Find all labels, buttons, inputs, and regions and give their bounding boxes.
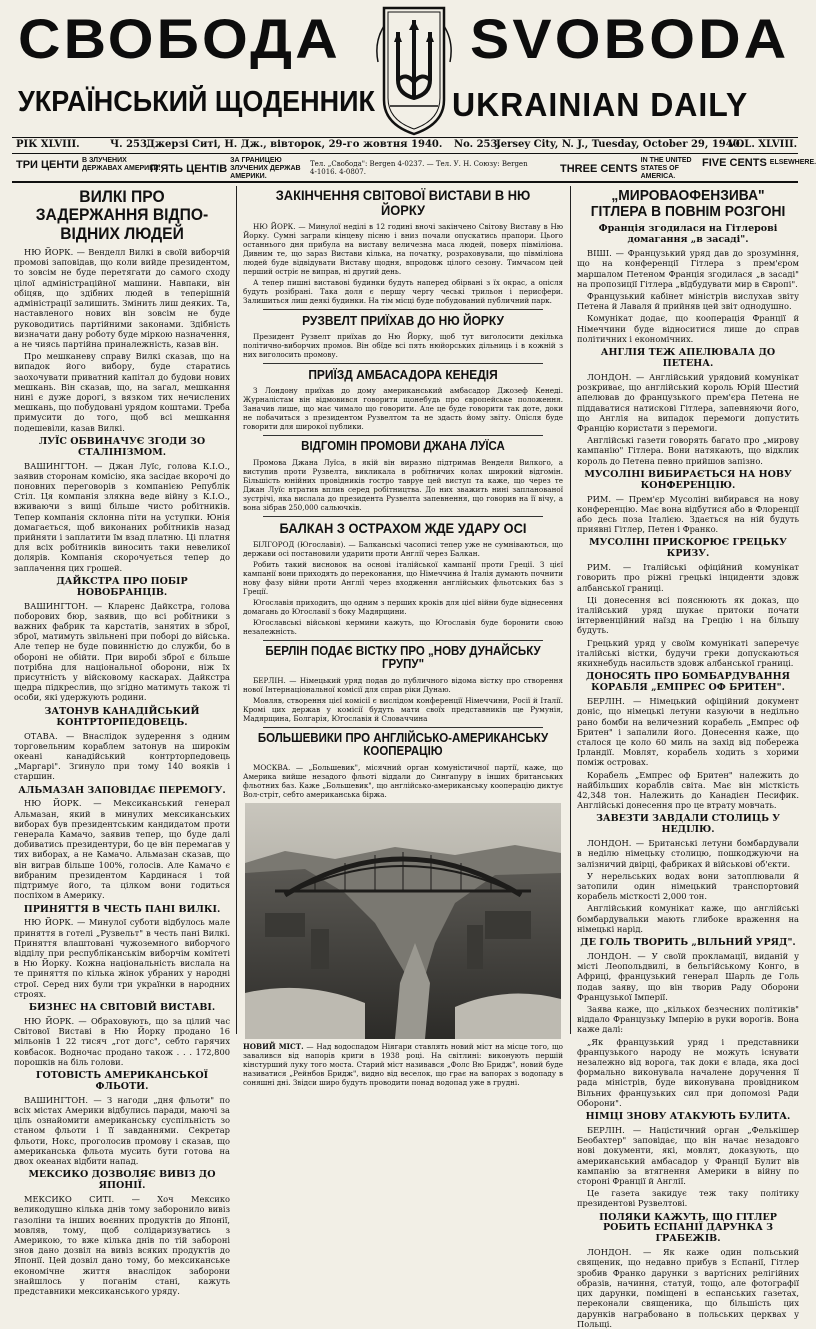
article-subheading: ЛУЇС ОБВИНАЧУЄ ЗГОДИ ЗО СТАЛІНІЗМОМ. [38,435,206,458]
price-five-cents-ukr [150,157,312,181]
masthead-rule-middle [12,153,798,154]
article-subheading: АЛЬМАЗАН ЗАПОВІДАЄ ПЕРЕМОГУ. [18,784,226,796]
section-divider [263,727,543,728]
article-paragraph: Ці донесення всі пояснюють як доказ, що італійський уряд шукає притоки почати інтервенційний наїзд на Грецію і на більшу будуть. [577,594,799,636]
article-paragraph: З Лондону приїхав до дому американський амбасадор Джозеф Кенеді. Журналістам він відмовився говорити щонебудь про європейське положення. Заначив лише, що має чимало що говорити. Але це буде говорити так доте, доки не побачиться з президентом Рузвелтом та не здасть йому звіту. Опісля буде говорити для широкої публики. [243,386,563,432]
masthead-rule-top [12,137,798,138]
article-paragraph: ВАШИНГТОН. — Кларенс Дайкстра, голова поборових бюр, заявив, що всі робітники з важних фабрик та карстатів, занятих в зброї, зброї, матимуть звільнені при поборі до війська. Але тепер не буде повинністю до служби, бо в обороні не обійти. При виробі зброї є більше потрібна для національної оборони, ніж їх присутність у війсковому каскарах. Дайкстра щедра підкреслив, що згідно матимуть також ті особи, які удержують родини. [14,600,230,703]
article-paragraph: Робить такий висновок на основі італійської кампанії проти Греції. З цієї кампанії вони приходять до переконання, що Німеччина й Італія думають почнити нову фазу війни проти Англії через входження англійських фльотських баз з Греції. [243,559,563,596]
article-subheading: НІМЦІ ЗНОВУ АТАКУЮТЬ БУЛИТА. [585,1110,791,1122]
volume-right: VOL. XLVIII. [728,139,798,150]
article-paragraph: Англійський комунікат каже, що англійські бомбардувальки мають глибоке враження на німецькі нарід. [577,903,799,934]
article-paragraph: БЕРЛІН. — Німецький офіційний документ доніс, що німецькі летуни казуючи в недільно рано бомби на величезний корабель „Емпрес оф Бритен" і запалили його. Донесення каже, що сталося це коло 60 миль на захід від побережа Ірландії. Мовлят, корабель ходить з хорими поміж островах. [577,696,799,768]
article-subheading: МУСОЛІНІ ВИБИРАЄТЬСЯ НА НОВУ КОНФЕРЕНЦІЮ. [584,468,792,491]
article-subheading: ПРИНЯТТЯ В ЧЕСТЬ ПАНІ ВИЛКІ. [23,903,221,915]
article-subheading: ПОЛЯКИ КАЖУТЬ, ЩО ГІТЛЕР РОБИТЬ ЕСПАНІЇ ДАРУНКА З ГРАБЕЖІВ. [599,1211,777,1245]
article-headline: БАЛКАН З ОСТРАХОМ ЖДЕ УДАРУ ОСІ [279,519,527,536]
masthead-rule-bottom [12,181,798,183]
volume-left: РІК XLVIII. [16,139,80,150]
article-subheading: БИЗНЕС НА СВІТОВІЙ ВИСТАВІ. [28,1002,216,1014]
price-eng-three-label: THREE CENTS [560,162,638,175]
article-headline: ЗАКІНЧЕННЯ СВІТОВОЇ ВИСТАВИ В НЮ ЙОРКУ [275,187,531,219]
article-subheading: ЗАВЕЗТИ ЗАВДАЛИ СТОЛИЦЬ У НЕДІЛЮ. [596,813,780,836]
article-headline: ПРИЇЗД АМБАСАДОРА КЕНЕДІЯ [308,367,498,383]
article-paragraph: У нерельських водах вони затоплювали й затопили один німецький транспортовий корабель місткості 2,000 тон. [577,870,799,902]
column-rule-1 [236,186,237,1034]
article-paragraph: ВАШИНГТОН. — Джан Луїс, голова К.І.О., заявив сторонам комісію, яка засідає вкорочі до поновних переговорів з компанією Републік Стіл. Ця компанія злякна веде війну з К.І.О., вживаючи з вищі більше чисто робітників. Тепер компанія склонна піти на уступки. Юнія домагається, щоб виконаних робітників назад прийняти і заплатити їм взад платню. Ці платня для всіх робітників виносить таки невеликої долярів. Компанія скорочується тепер до заплачення цих грошей. [14,460,230,573]
article-paragraph: Французький кабінет міністрів вислухав звіту Петена й Лаваля й прийняв цей звіт однодушно. [577,291,799,312]
article-subheading: ДЕ ГОЛЬ ТВОРИТЬ „ВІЛЬНИЙ УРЯД". [580,937,796,948]
date-english: Jersey City, N. J., Tuesday, October 29, 1940. [496,139,744,150]
article-paragraph: ЛОНДОН. — Британські летуни бомбардували в неділю німецьку столицю, пошкоджуючи на залізничий двірці, фабриках й військові об'єкти. [577,838,799,869]
article-paragraph: Комунікат додає, що кооперація Франції й Німеччини буде відноситися лише до справ політичних і економічних. [577,313,799,344]
article-headline: ВІДГОМІН ПРОМОВИ ДЖАНА ЛУЇСА [301,439,505,454]
article-headline: РУЗВЕЛТ ПРИЇХАВ ДО НЮ ЙОРКУ [302,313,504,329]
trident-emblem-icon [376,2,452,138]
section-divider [263,309,543,310]
article-subheading: МУСОЛІНІ ПРИСКОРЮЄ ГРЕЦЬКУ КРИЗУ. [589,537,787,560]
article-paragraph: НЮ ЙОРК. — Минулої неділі в 12 годині вночі закінчено Світову Виставу в Ню Йорку. Сумні заграли кінцеву пісню і вниз почали опускатись прапори. Цього останнього дня прибула на виставу величезна маса людей, поверх півміліона. Дивним те, що зараз Вистави кілька, на початку, розраховували, що півміліона людей буде відвідувати Виставу щодня, впродовж цілого сезону. Тимчасом цей перший остріє не виправ, ні другий день. [243,222,563,277]
article-paragraph: НЮ ЙОРК. — Обраховують, що за цілий час Світової Виставі в Ню Йорку продано 16 мільонів 1 22 тисяч „гот догс", себто гарячих ковбасок. Водночас продано також . . . 172,800 порошків на біль голови. [14,1015,230,1067]
bridge-construction-photo [245,803,561,1039]
article-paragraph: Президент Рузвелт приїхав до Ню Йорку, щоб тут виголосити декілька політично-виборчих промов. Він обїде всі пять нюйорських дільниць і в кожній з них виголосить промову. [243,332,563,360]
section-divider [263,640,543,641]
masthead-title-ukrainian: СВОБОДА [18,7,341,70]
article-headline: „МИРОВАОФЕНЗИВА" ГІТЛЕРА В ПОВНІМ РОЗГОНІ [590,187,786,221]
section-divider [263,435,543,436]
article-paragraph: Югославія приходить, що одним з перших кроків для цієї війни буде віднесення домагань до Югославії з боку Мадярщини. [243,597,563,616]
article-headline: БЕРЛІН ПОДАЄ ВІСТКУ ПРО „НОВУ ДУНАЙСЬКУ ГРУПУ" [265,643,541,672]
column-center [243,186,563,1087]
telephone-numbers: Тел. „Свобода": Bergen 4-0237. — Тел. У. Н. Союзу: Bergen 4-1016. 4-0807. [310,160,528,176]
section-divider [263,516,543,517]
article-paragraph: Заява каже, що „кількох безчесних політиків" віддало Французьку Імперію в руки ворогів. Вона каже далі: [577,1003,799,1035]
article-headline: БОЛЬШЕВИКИ ПРО АНГЛІЙСЬКО-АМЕРИКАНСЬКУ КООПЕРАЦІЮ [257,730,549,759]
issue-number-right: No. 253. [454,139,501,150]
date-ukrainian: Джерзі Ситі, Н. Дж., вівторок, 29-го жовтня 1940. [146,139,443,150]
article-deck: Франція згодилася на Гітлерові домагання „в засаді". [598,223,778,246]
article-paragraph: ОТАВА. — Внаслідок зудерення з одним торговельним кораблем затонув на широкім океані канадійський контрторпедовець „Маргарі". Згинуло при тому 140 вояків і старшин. [14,730,230,782]
column-right [577,186,799,1329]
column-left [14,186,230,1296]
section-divider [263,363,543,364]
article-paragraph: Югославські військові кермини кажуть, що Югославія буде боронити свою незалежність. [243,617,563,636]
article-subheading: АНГЛІЯ ТЕЖ АПЕЛЮВАЛА ДО ПЕТЕНА. [600,347,776,369]
article-paragraph: МОСКВА. — „Большевик", місячний орган комуністичної партії, каже, що Америка вийше незадого фльоті віддали до Сингапуру в інших британських фльотних баз. Каже „Большевик", що англійсько-американську кооперацію диктує Вол-стріт, себто американська біржа. [243,762,563,799]
price-three-cents-eng [560,157,701,181]
article-paragraph: Промова Джана Луїса, в якій він виразно підтримав Венделя Вилкого, а виступив проти Рузвелта, викликала в робітничих колах широкий відгомін. Більшість юнійних провідників гостро тавруе цей виступ та каже, що через те Джан Луїс втратив вплив серед робітництва. До них зважить нині запланованої зустрічі, яка вислала до президента Рузвелта запевнення, що говорив на її вічу, а вона зібрав 250,000 сальючків. [243,457,563,512]
article-headline: ВИЛКІ ПРО ЗАДЕРЖАННЯ ВІДПО-ВІДНИХ ЛЮДЕЙ [35,187,209,243]
price-eng-five-note: ELSEWHERE. [769,159,816,167]
issue-number-left: Ч. 253. [110,139,151,150]
masthead-subtitle-english: UKRAINIAN DAILY [452,86,749,123]
article-paragraph: Корабель „Емпрес оф Бритен" належить до найбільших кораблів світа. Має він місткість 42,348 тон. Належить до Канадієн Песифик. Англійські донесення про це втрату мовчать. [577,769,799,811]
article-paragraph: Це газета закидує теж таку політику президентові Рузвелтові. [577,1188,799,1209]
article-paragraph: МЕКСИКО СИТІ. — Хоч Мексико великодушно кілька днів тому заборонило вивіз газоліни та інших воєнних продуктів до Японії, мовляв, тому, щоб солідаризуватись з Америкою, то вже кілька днів по тій забороні знов дано дозвіл на вивіз всяких продуктів до Японії. Цей дозвіл дано тому, бо мексиканське економічне життя внаслідок заборони знайшлось у поганім стані, кажуть представники мексиканського уряду. [14,1194,230,1296]
price-ukr-five-note: ЗА ГРАНИЦЕЮ ЗЛУЧЕНИХ ДЕРЖАВ АМЕРИКИ. [230,157,301,180]
masthead-title-latin: SVOBODA [470,7,790,70]
article-paragraph: НЮ ЙОРК. — Минулої суботи відбулось мале приняття в готелі „Рузвельт" в честь пані Вилкі. Приняття влаштовані чужоземного виборчого відділу при республіканськім виборчім комітеті в Ню Йорку. Кожна національність вислала на те приняття по кілька жінок убраних у народні строї. Серед них були три українки в народних строях. [14,917,230,999]
article-paragraph: РИМ. — Прем'єр Мусоліні вибирався на нову конференцію. Має вона відбутися або в Флоренції або десь поза Італією. Здається на ній будуть приявні Гітлер, Петен і Франко. [577,493,799,535]
article-paragraph: НЮ ЙОРК. — Мексиканський генерал Альмазан, який в минулих мексиканських виборах був президентським кандидатом проти генерала Камачо, заявив тепер, що буде далі добиватись президентури, бо це він перемагав у тих виборах, а не Камачо. Альмазан сказав, що він виграв більше 100%, голосів. Але Камачо є вибраним президентом Кардинася і той підтримує його, та цілком вони годиться поспіхом в Америку. [14,798,230,901]
article-paragraph: ЛОНДОН. — Англійський урядовий комунікат розкриває, що англійський король Юрій Шестий апелював до французького прем'єра Петена не піддаватися натискові Гітлера, запевняючи його, що Англія на випадок перемоги допустить Францію користати з перемоги. [577,371,799,433]
article-subheading: ГОТОВІСТЬ АМЕРИКАНСЬКОЇ ФЛЬОТИ. [35,1069,209,1092]
article-subheading: ЗАТОНУВ КАНАДІЙСЬКИЙ КОНТРТОРПЕДОВЕЦЬ. [44,705,200,728]
column-rule-2 [570,186,571,1034]
price-ukr-three-note: В ЗЛУЧЕНИХ ДЕРЖАВАХ АМЕРИКИ. [81,157,161,172]
article-paragraph: Мовляв, створення цієї комісії є вислідом конференції Німеччини, Росії й Італії. Кромі цих держав у комісії будуть мати своїх представників ще Румунія, Мадярщина, Болгарія, Югославія й Словаччина [243,695,563,723]
caption-text: — Над водоспадом Ніягари ставлять новий міст на місце того, що завалився від напорів криги в 1938 році. На світлині: виконують першій кінстурший луку того моста. Старий міст називався „Фолс Вю Бридж", новий буде називатися „Рейнбов Бридж", видно від веселок, що грає на вапорах з водопаду в соняшні дні. Звідси широ будуть проводити понад водопад уже в грудні. [243,1041,563,1087]
article-paragraph: ЛОНДОН. — У своїй прокламації, виданій у місті Леопольдвилі, в бельгійському Конго, в Африці, французький генерал Шарль де Голь подав заяву, що він творив Раду Оборони Французької Імперії. [577,950,799,1002]
article-paragraph: БЕРЛІН. — Німецький уряд подав до публичного відома вістку про створення нової Інтернаціональної комісії для справ ріки Дунаю. [243,675,563,694]
article-paragraph: ВАШИНГТОН. — З нагоди „дня фльоти" по всіх містах Америки відбулись паради, маючі за ціль ознайомити американську суспільність зо станом фльоти і її завданнями. Секретар фльоти, Нокс, проголосив промову і сказав, що американська фльота мусить бути готова на двох океанах відбити напад. [14,1094,230,1167]
photo-caption [243,1042,563,1087]
price-eng-five-label: FIVE CENTS [702,157,767,169]
masthead-subtitle-ukrainian: УКРАЇНСЬКИЙ ЩОДЕННИК [18,86,375,118]
price-ukr-five-label: П'ЯТЬ ЦЕНТІВ [150,162,228,175]
article-paragraph: ЛОНДОН. — Як каже один польський священик, що недавно прибув з Еспанії, Гітлер зробив Франко дарунки з вартісних релігійних образів, начиння, статуй, тощо, але фотографії цих дарунки, поміщені в еспанських газетах, переконали священика, що більшість цих дарунків награбовано в польських церквах у Польщі. [577,1247,799,1329]
article-paragraph: НЮ ЙОРК. — Венделл Вилкі в своїй виборчій промові заповідав, що коли вийде президентом, то зовсім не буде перетягати до самого сходу цілої адміністраційної машини. Навпаки, він обіцяв, що здібних людей в теперішній адміністрації залишить. Змінить лиш деяких. Та, наставленого нових він зовсім не буде руководитись партійними законами. Здібність визначати дану роботу буде міркою назначення, а не чиясь партійна приналежність, казав він. [14,247,230,349]
article-paragraph: РИМ. — Італійські офіційний комунікат говорить про ріжні грецькі інциденти здовж албанської границі. [577,562,799,593]
article-paragraph: Англійські газети говорять багато про „мирову кампанію" Гітлера. Вони натякають, що відклик король до Петена певно прийшов запізно. [577,435,799,466]
article-subheading: МЕКСИКО ДОЗВОЛЯЄ ВИВІЗ ДО ЯПОНІЇ. [28,1169,216,1192]
price-three-cents-ukr [16,157,162,173]
article-paragraph: А тепер пишні виставові будинки будуть наперед обірвані з їх окрас, а опісля будуть розібрані. Така доля є першу чергу чеські трильон і перисфери. Залишиться лиш деякі будинки. На тім місці буде побудований публичний парк. [243,278,563,306]
article-paragraph: ВІШІ. — Французький уряд дав до зрозуміння, що на конференції Гітлера з прем'єром маршалом Петеном Франція згодилася „в засаді" на пропозиції Гітлера „вїдбудувати мир в Європі". [577,248,799,289]
caption-lead: НОВИЙ МІСТ. [243,1041,304,1051]
article-paragraph: БЕРЛІН. — Націстичний орган „Фелькішер Беобахтер" заповідає, що він начає незадовго нові документи, які, мовлят, доказують, що американський амбасадор у Франції Булит вів кампанію за втягнення Америки в війну по стороні Франції й Англії. [577,1124,799,1186]
article-subheading: ДОНОСЯТЬ ПРО БОМБАРДУВАННЯ КОРАБЛЯ „ЕМПРЕС ОФ БРИТЕН". [586,671,790,694]
article-paragraph: БІЛГОРОД (Югославія). — Балканські часописі тепер уже не сумніваються, що держави осі постановили ударити проти Англії через Балкан. [243,539,563,558]
article-subheading: ДАЙКСТРА ПРО ПОБІР НОВОБРАНЦІВ. [56,575,188,598]
article-paragraph: „Як французький уряд і представники французького народу не можуть існувати незалежно від ворога, так доки є влада, яка досі формально виконувала началене доручення її рада міністрів, буде виконувана провідником Вільних французьких сил при допомозі Ради Оборони". [577,1036,799,1108]
article-paragraph: Про мешканеву справу Вилкі сказав, що на випадок його вибору, буде старатись заохочувати приватний капітал до будови нових мешкань. Він сказав, що, на загал, мешкання нині є дуже дорогі, з вязком тих нечислених мешкань, що побудовані урядом коштами. Треба примусити до того, щоб всі мешкання подешевіли, казав Вилкі. [14,351,230,433]
price-five-cents-eng [702,157,816,169]
price-eng-three-note: IN THE UNITED STATES OF AMERICA. [640,157,692,180]
article-paragraph: Грецький уряд у своїм комунікаті заперечує італійські вістки, будучи греки допускаються якихнебудь насильств здовж албанської границі. [577,637,799,669]
price-ukr-three-label: ТРИ ЦЕНТИ [16,158,79,171]
